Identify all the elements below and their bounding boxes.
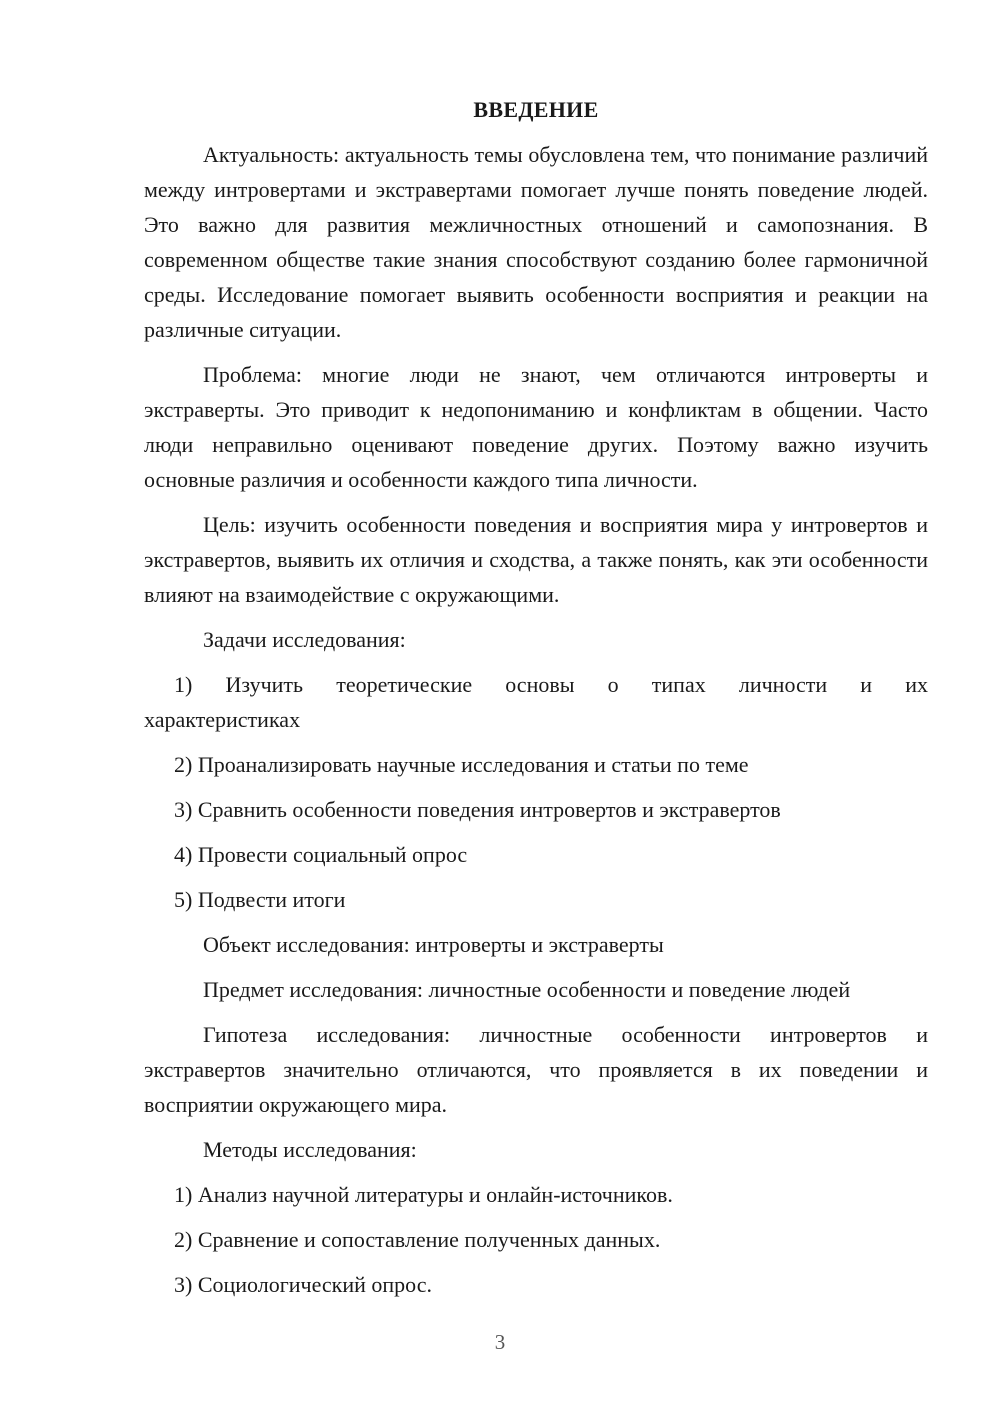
task-item-3: 3) Сравнить особенности поведения интровертов и экстравертов	[174, 797, 781, 822]
problem-paragraph: Проблема: многие люди не знают, чем отличаются интроверты и экстраверты. Это приводит к недопониманию и конфликтам в общении. Часто люди неправильно оценивают поведение других. Поэтому важно изучить основные различия и особенности каждого типа личности.	[144, 362, 928, 492]
tasks-heading: Задачи исследования:	[203, 627, 406, 652]
task-item-5: 5) Подвести итоги	[174, 887, 346, 912]
goal-paragraph: Цель: изучить особенности поведения и восприятия мира у интровертов и экстравертов, выявить их отличия и сходства, а также понять, как эти особенности влияют на взаимодействие с окружающими.	[144, 512, 928, 607]
relevance-paragraph: Актуальность: актуальность темы обусловлена тем, что понимание различий между интровертами и экстравертами помогает лучше понять поведение людей. Это важно для развития межличностных отношений и самопознания. В современном обществе такие знания способствуют созданию более гармоничной среды. Исследование помогает выявить особенности восприятия и реакции на различные ситуации.	[144, 142, 928, 342]
method-item-3: 3) Социологический опрос.	[174, 1272, 432, 1297]
subject-line: Предмет исследования: личностные особенности и поведение людей	[203, 977, 851, 1002]
task-item-1-line-2: характеристиках	[144, 707, 301, 732]
hypothesis-paragraph: Гипотеза исследования: личностные особенности интровертов и экстравертов значительно отличаются, что проявляется в их поведении и восприятии окружающего мира.	[144, 1022, 928, 1117]
methods-heading: Методы исследования:	[203, 1137, 417, 1162]
task-item-1-line-1: 1) Изучить теоретические основы о типах личности и их	[174, 672, 928, 697]
page-number: 3	[494, 1330, 506, 1354]
method-item-1: 1) Анализ научной литературы и онлайн-источников.	[174, 1182, 673, 1207]
task-item-4: 4) Провести социальный опрос	[174, 842, 468, 867]
object-line: Объект исследования: интроверты и экстраверты	[203, 932, 664, 957]
task-item-2: 2) Проанализировать научные исследования и статьи по теме	[174, 752, 749, 777]
section-title: ВВЕДЕНИЕ	[473, 97, 599, 122]
method-item-2: 2) Сравнение и сопоставление полученных данных.	[174, 1227, 661, 1252]
document-page	[144, 92, 928, 1312]
